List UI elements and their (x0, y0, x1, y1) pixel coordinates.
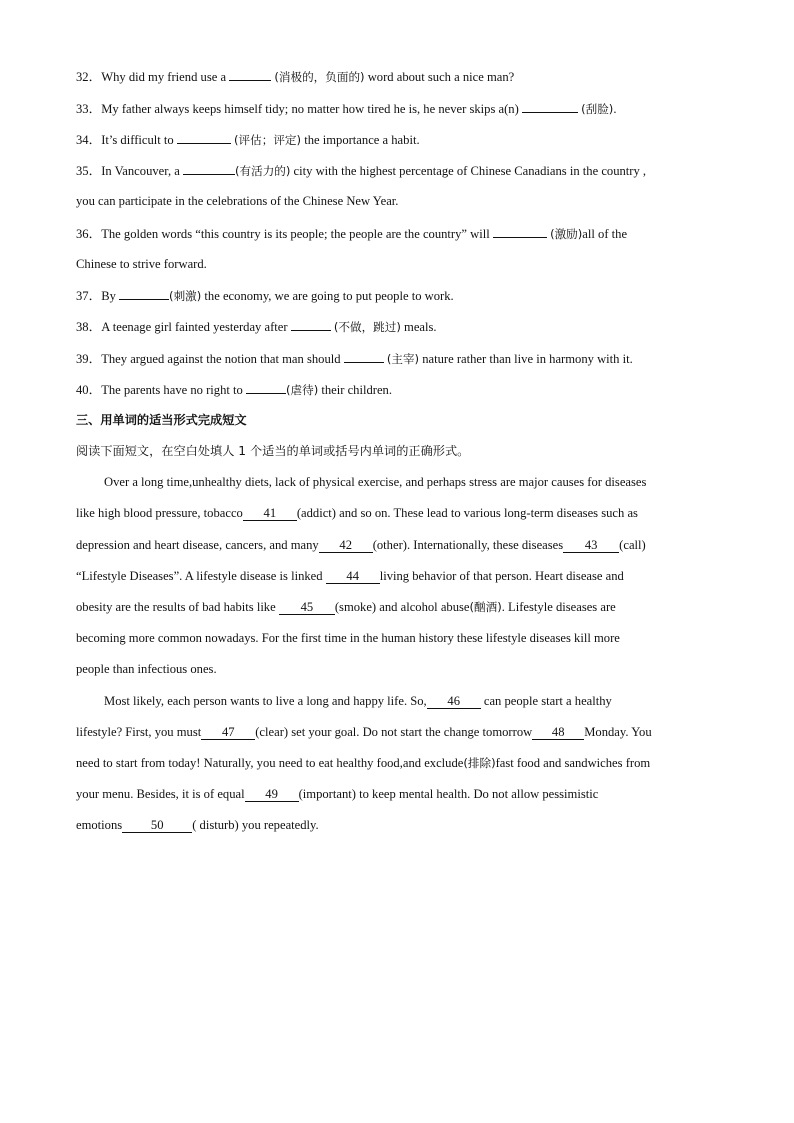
question-32: 32．Why did my friend use a (消极的，负面的) word about such a nice man? (76, 70, 515, 84)
passage-blank-48[interactable]: 48 (532, 725, 584, 740)
answer-blank[interactable] (246, 381, 286, 394)
passage-blank-42[interactable]: 42 (319, 538, 373, 553)
answer-blank[interactable] (229, 68, 271, 81)
passage-blank-49[interactable]: 49 (245, 787, 299, 802)
answer-blank[interactable] (522, 100, 578, 113)
passage-line: Over a long time,unhealthy diets, lack of physical exercise, and perhaps stress are major causes for diseases (104, 475, 647, 489)
passage-blank-43[interactable]: 43 (563, 538, 619, 553)
passage-line: becoming more common nowadays. For the first time in the human history these lifestyle diseases kill more (76, 631, 620, 645)
passage-blank-41[interactable]: 41 (243, 506, 297, 521)
question-35-continued: you can participate in the celebrations of the Chinese New Year. (76, 194, 399, 208)
question-36: 36．The golden words “this country is its people; the people are the country” will (激励)all of the (76, 227, 628, 241)
answer-blank[interactable] (493, 225, 547, 238)
question-34: 34．It’s difficult to (评估；评定) the importance a habit. (76, 133, 420, 147)
question-40: 40．The parents have no right to (虐待) their children. (76, 383, 393, 397)
passage-line: need to start from today! Naturally, you need to eat healthy food,and exclude(排除)fast food and sandwiches from (76, 756, 651, 770)
passage-line: people than infectious ones. (76, 662, 217, 676)
passage-line: emotions 50 ( disturb) you repeatedly. (76, 818, 319, 832)
question-38: 38．A teenage girl fainted yesterday after (不做，跳过) meals. (76, 320, 437, 334)
passage-line: obesity are the results of bad habits like 45 (smoke) and alcohol abuse(酗酒). Lifestyle diseases are (76, 600, 616, 614)
answer-blank[interactable] (291, 318, 331, 331)
question-35: 35．In Vancouver, a (有活力的) city with the highest percentage of Chinese Canadians in the country , (76, 164, 647, 178)
passage-blank-50[interactable]: 50 (122, 818, 192, 833)
passage-blank-44[interactable]: 44 (326, 569, 380, 584)
answer-blank[interactable] (344, 350, 384, 363)
section-title: 三、用单词的适当形式完成短文 (76, 413, 247, 427)
passage-line: like high blood pressure, tobacco 41 (addict) and so on. These lead to various long-term diseases such as (76, 506, 638, 520)
question-33: 33．My father always keeps himself tidy; no matter how tired he is, he never skips a(n) (刮脸). (76, 102, 617, 116)
passage-blank-47[interactable]: 47 (201, 725, 255, 740)
question-36-continued: Chinese to strive forward. (76, 257, 207, 271)
question-39: 39．They argued against the notion that man should (主宰) nature rather than live in harmony with it. (76, 352, 633, 366)
passage-line: your menu. Besides, it is of equal 49 (important) to keep mental health. Do not allow pessimistic (76, 787, 599, 801)
section-instruction: 阅读下面短文，在空白处填人 1 个适当的单词或括号内单词的正确形式。 (76, 444, 470, 458)
passage-line: Most likely, each person wants to live a long and happy life. So, 46 can people start a healthy (104, 694, 612, 708)
answer-blank[interactable] (119, 287, 169, 300)
passage-blank-45[interactable]: 45 (279, 600, 335, 615)
passage-line: depression and heart disease, cancers, and many 42 (other). Internationally, these diseases 43 (call) (76, 538, 646, 552)
passage-line: “Lifestyle Diseases”. A lifestyle disease is linked 44 living behavior of that person. Heart disease and (76, 569, 624, 583)
question-37: 37．By (刺激) the economy, we are going to put people to work. (76, 289, 454, 303)
passage-line: lifestyle? First, you must 47 (clear) set your goal. Do not start the change tomorrow 48 Monday. You (76, 725, 652, 739)
answer-blank[interactable] (177, 131, 231, 144)
answer-blank[interactable] (183, 162, 235, 175)
passage-blank-46[interactable]: 46 (427, 694, 481, 709)
